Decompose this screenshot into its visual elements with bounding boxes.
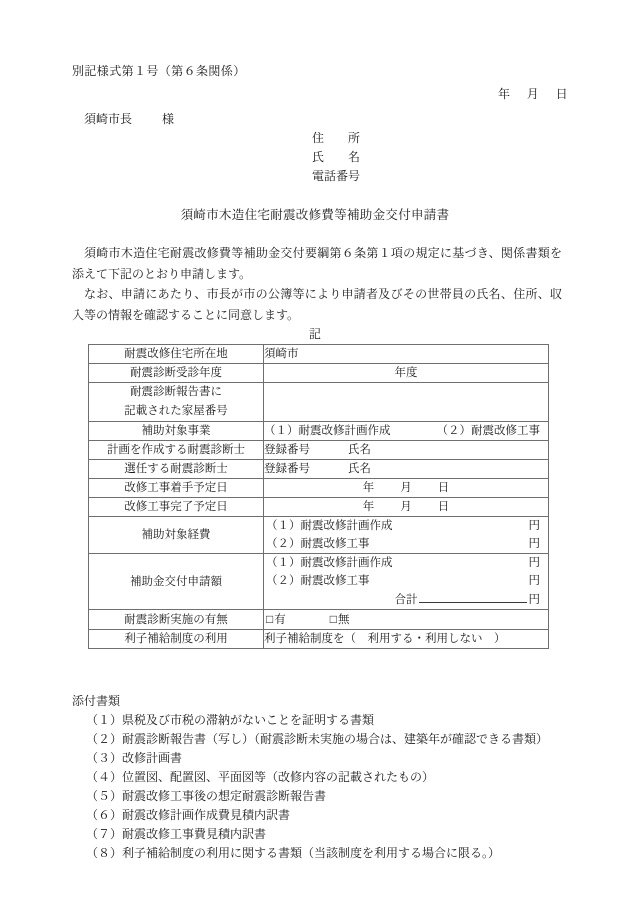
row-value-requested-subsidy[interactable] (264, 554, 549, 610)
row-value-interest-subsidy[interactable]: 利子補給制度を（ 利用する・利用しない ） (264, 630, 549, 649)
requested-subsidy-line-1[interactable] (264, 554, 548, 572)
row-label-start-date: 改修工事着手予定日 (89, 479, 264, 498)
eligible-expense-unit-2: 円 (528, 538, 540, 550)
page-title: 須崎市木造住宅耐震改修費等補助金交付申請書 (180, 208, 450, 222)
requested-subsidy-total-label: 合計 (394, 594, 418, 606)
row-label-diagnosis-performed: 耐震診断実施の有無 (89, 610, 264, 630)
start-date-year: 年 (362, 482, 375, 494)
addressee (84, 110, 174, 127)
ki-mark: 記 (308, 327, 321, 341)
requested-subsidy-total-unit: 円 (528, 594, 540, 606)
body-text (72, 243, 562, 325)
target-project-option-2[interactable]: （２）耐震改修工事 (436, 425, 540, 437)
row-label-target-project: 補助対象事業 (89, 422, 264, 441)
attachments-section (72, 692, 592, 863)
addressee-honorific: 様 (162, 112, 175, 126)
requested-subsidy-line-2[interactable] (264, 572, 548, 590)
row-label-eligible-expenses: 補助対象経費 (89, 517, 264, 554)
table-row (89, 383, 549, 422)
row-value-house-number[interactable] (264, 383, 549, 422)
list-item: （１）県税及び市税の滞納がないことを証明する書類 (86, 713, 375, 727)
requested-subsidy-unit-2: 円 (528, 575, 540, 587)
date-day: 日 (555, 87, 568, 101)
completion-date-year: 年 (362, 501, 375, 513)
completion-date-month: 月 (400, 501, 412, 513)
requested-subsidy-unit-1: 円 (528, 557, 540, 569)
table-row (89, 422, 549, 441)
table-row (89, 517, 549, 554)
row-label-house-number-line2: 記載された家屋番号 (124, 405, 228, 417)
eligible-expense-line-1[interactable] (264, 517, 548, 535)
requested-subsidy-item-2: （２）耐震改修工事 (266, 575, 370, 587)
eligible-expense-line-2[interactable] (264, 535, 548, 553)
row-label-location: 耐震改修住宅所在地 (89, 345, 264, 364)
table-row (89, 479, 549, 498)
row-label-house-number (89, 383, 264, 422)
row-value-diagnosis-year[interactable]: 年度 (264, 364, 549, 383)
planner-registration-label: 登録番号 (264, 444, 310, 456)
row-value-diagnosis-performed[interactable] (264, 610, 549, 630)
row-value-location[interactable]: 須崎市 (264, 345, 549, 364)
start-date-month: 月 (400, 482, 412, 494)
addressee-name: 須崎市長 (84, 112, 133, 126)
applicant-phone-label: 電話番号 (312, 169, 361, 183)
eligible-expense-item-1: （１）耐震改修計画作成 (266, 520, 393, 532)
table-row (89, 364, 549, 383)
date-line (498, 85, 568, 102)
date-month: 月 (526, 87, 540, 101)
completion-date-day: 日 (437, 501, 450, 513)
list-item: （７）耐震改修工事費見積内訳書 (86, 827, 267, 841)
applicant-block (312, 129, 360, 186)
table-row (89, 610, 549, 630)
checkbox-no-label: 無 (338, 614, 350, 626)
row-value-appointed-inspector[interactable] (264, 460, 549, 479)
row-value-completion-date[interactable] (264, 498, 549, 517)
list-item: （６）耐震改修計画作成費見積内訳書 (86, 808, 291, 822)
inspector-registration-label: 登録番号 (264, 463, 310, 475)
list-item: （８）利子補給制度の利用に関する書類（当該制度を利用する場合に限る。） (86, 846, 501, 860)
row-label-interest-subsidy: 利子補給制度の利用 (89, 630, 264, 649)
row-label-completion-date: 改修工事完了予定日 (89, 498, 264, 517)
table-row (89, 498, 549, 517)
body-paragraph-1: 須崎市木造住宅耐震改修費等補助金交付要綱第６条第１項の規定に基づき、関係書類を添えて下記のとおり申請します。 (72, 246, 562, 281)
table-row (89, 441, 549, 460)
planner-name-label: 氏名 (348, 444, 371, 456)
row-label-diagnosis-year: 耐震診断受診年度 (89, 364, 264, 383)
row-value-target-project[interactable] (264, 422, 549, 441)
attachments-list (72, 711, 592, 863)
checkbox-no-icon[interactable]: □ (329, 612, 337, 626)
row-value-planner[interactable] (264, 441, 549, 460)
row-value-eligible-expenses[interactable] (264, 517, 549, 554)
table-row (89, 460, 549, 479)
eligible-expense-item-2: （２）耐震改修工事 (266, 538, 370, 550)
row-label-planner: 計画を作成する耐震診断士 (89, 441, 264, 460)
form-code: 別記様式第１号（第６条関係） (72, 64, 246, 78)
date-year: 年 (497, 87, 511, 101)
application-table (88, 344, 549, 649)
row-label-requested-subsidy: 補助金交付申請額 (89, 554, 264, 610)
body-paragraph-2: なお、申請にあたり、市長が市の公簿等により申請者及びその世帯員の氏名、住所、収入等の情報を確認することに同意します。 (72, 287, 562, 322)
checkbox-yes-label: 有 (274, 614, 286, 626)
target-project-option-1[interactable]: （１）耐震改修計画作成 (264, 425, 391, 437)
eligible-expense-unit-1: 円 (528, 520, 540, 532)
list-item: （５）耐震改修工事後の想定耐震診断報告書 (86, 789, 327, 803)
table-row (89, 345, 549, 364)
list-item: （３）改修計画書 (86, 751, 183, 765)
requested-subsidy-total-line[interactable] (264, 590, 548, 609)
row-value-start-date[interactable] (264, 479, 549, 498)
requested-subsidy-total-rule (419, 590, 527, 603)
attachments-heading: 添付書類 (72, 694, 121, 708)
row-label-appointed-inspector: 選任する耐震診断士 (89, 460, 264, 479)
start-date-day: 日 (437, 482, 450, 494)
inspector-name-label: 氏名 (348, 463, 371, 475)
table-row (89, 554, 549, 610)
checkbox-yes-icon[interactable]: □ (266, 612, 274, 626)
applicant-name-label: 氏 名 (312, 150, 361, 164)
applicant-address-label: 住 所 (312, 131, 361, 145)
table-row (89, 630, 549, 649)
list-item: （２）耐震診断報告書（写し）（耐震診断未実施の場合は、建築年が確認できる書類） (86, 732, 549, 746)
list-item: （４）位置図、配置図、平面図等（改修内容の記載されたもの） (86, 770, 435, 784)
requested-subsidy-item-1: （１）耐震改修計画作成 (266, 557, 393, 569)
row-label-house-number-line1: 耐震診断報告書に (130, 386, 222, 398)
